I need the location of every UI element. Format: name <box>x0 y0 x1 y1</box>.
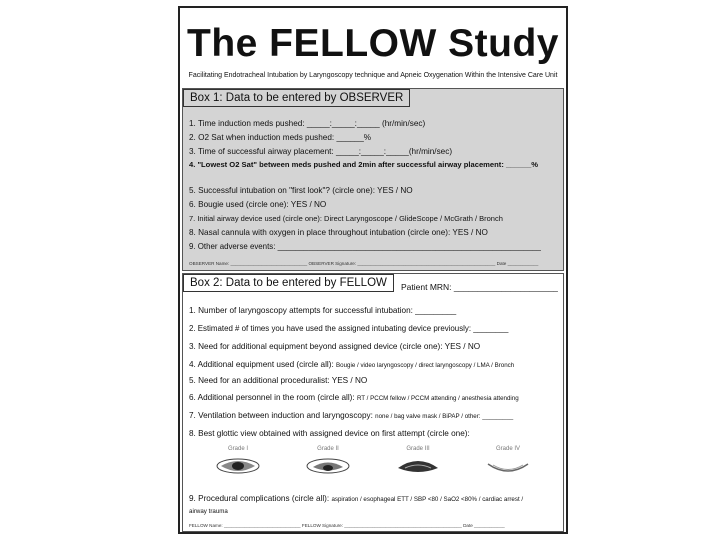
observer-box <box>182 88 564 271</box>
observer-item-9[interactable]: 9. Other adverse events: ____________________________________________________________ <box>189 242 541 251</box>
grade-2-label: Grade II <box>317 446 339 452</box>
fellow-item-6-options[interactable]: RT / PCCM fellow / PCCM attending / anesthesia attending <box>356 395 519 402</box>
observer-item-4[interactable]: 4. "Lowest O2 Sat" between meds pushed and 2min after successful airway placement: ______% <box>189 160 539 169</box>
form-subtitle: Facilitating Endotracheal Intubation by Laryngoscopy technique and Apneic Oxygenation Within the Intensive Care Unit <box>188 72 558 79</box>
fellow-item-2[interactable]: 2. Estimated # of times you have used the assigned intubating device previously: ________ <box>189 324 509 333</box>
glottis-grade-1-icon <box>215 456 261 476</box>
form-title: The FELLOW Study <box>187 22 559 65</box>
grade-1-option[interactable] <box>203 446 273 476</box>
fellow-item-7[interactable] <box>189 411 513 420</box>
observer-item-1[interactable]: 1. Time induction meds pushed: _____:_____:_____ (hr/min/sec) <box>189 119 426 128</box>
fellow-item-9-label: 9. Procedural complications (circle all): <box>189 494 330 503</box>
observer-box-header: Box 1: Data to be entered by OBSERVER <box>183 89 410 107</box>
fellow-item-4-label: 4. Additional equipment used (circle all): <box>189 360 334 369</box>
observer-item-7[interactable]: 7. Initial airway device used (circle one): Direct Laryngoscope / GlideScope / McGrath / Bronch <box>189 214 503 223</box>
glottis-grade-4-icon <box>485 456 531 476</box>
fellow-item-9-options-line1[interactable]: aspiration / esophageal ETT / SBP <80 / SaO2 <80% / cardiac arrest / <box>331 496 524 503</box>
fellow-item-4-options[interactable]: Bougie / video laryngoscopy / direct laryngoscopy / LMA / Bronch <box>336 362 515 369</box>
observer-item-5[interactable]: 5. Successful intubation on "first look"? (circle one): YES / NO <box>189 186 413 195</box>
fellow-box <box>182 273 564 532</box>
observer-item-3[interactable]: 3. Time of successful airway placement: _____:_____:_____(hr/min/sec) <box>189 147 453 156</box>
glottis-grade-2-icon <box>305 456 351 476</box>
glottis-grade-3-icon <box>395 456 441 476</box>
study-form-sheet <box>178 6 568 534</box>
patient-mrn-field[interactable]: Patient MRN: ______________________ <box>401 282 558 292</box>
fellow-item-9-options-line2[interactable]: airway trauma <box>189 508 228 515</box>
glottic-grade-row <box>195 446 557 486</box>
observer-item-2[interactable]: 2. O2 Sat when induction meds pushed: ______% <box>189 133 372 142</box>
fellow-item-9[interactable] <box>189 494 523 503</box>
grade-3-option[interactable] <box>383 446 453 476</box>
fellow-item-7-label: 7. Ventilation between induction and laryngoscopy: <box>189 411 373 420</box>
fellow-item-4[interactable] <box>189 360 514 369</box>
fellow-signature-line[interactable]: FELLOW Name: ______________________________ FELLOW Signature: ______________________________________________ Date ____________ <box>189 523 505 528</box>
fellow-item-1[interactable]: 1. Number of laryngoscopy attempts for successful intubation: _________ <box>189 306 457 315</box>
grade-1-label: Grade I <box>227 446 248 452</box>
fellow-item-6[interactable] <box>189 393 519 402</box>
grade-4-label: Grade IV <box>495 446 520 452</box>
fellow-item-5[interactable]: 5. Need for an additional proceduralist: YES / NO <box>189 376 368 385</box>
grade-2-option[interactable] <box>293 446 363 476</box>
grade-4-option[interactable] <box>473 446 543 476</box>
observer-signature-line[interactable]: OBSERVER Name: ______________________________ OBSERVER Signature: ______________________________________________________ Date ____________ <box>189 261 539 266</box>
fellow-item-7-options[interactable]: none / bag valve mask / BiPAP / other: _________ <box>375 413 514 420</box>
fellow-item-3[interactable]: 3. Need for additional equipment beyond assigned device (circle one): YES / NO <box>189 342 481 351</box>
fellow-item-8[interactable]: 8. Best glottic view obtained with assigned device on first attempt (circle one): <box>189 429 470 438</box>
grade-3-label: Grade III <box>406 446 430 452</box>
fellow-box-header: Box 2: Data to be entered by FELLOW <box>183 274 394 292</box>
fellow-item-6-label: 6. Additional personnel in the room (circle all): <box>189 393 355 402</box>
observer-item-6[interactable]: 6. Bougie used (circle one): YES / NO <box>189 200 327 209</box>
observer-item-8[interactable]: 8. Nasal cannula with oxygen in place throughout intubation (circle one): YES / NO <box>189 228 488 237</box>
